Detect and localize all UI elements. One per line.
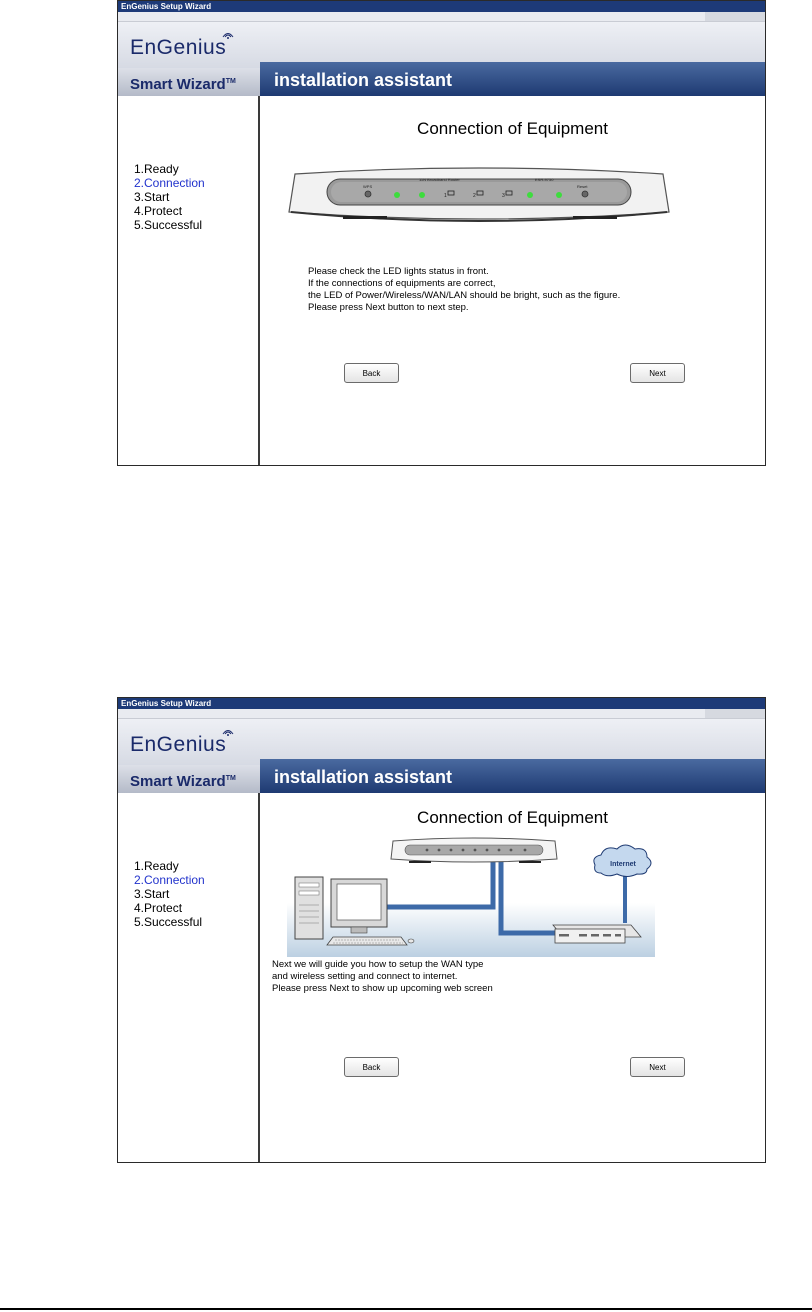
step-connection: 2.Connection [134,873,205,887]
router-wps-label: WPS [363,184,373,189]
instructions-text [272,959,493,995]
wizard-window-1 [117,0,766,466]
instruction-line: Please press Next to show up upcoming web screen [272,983,493,994]
back-button[interactable]: Back [344,1057,399,1077]
steps-list [134,859,205,929]
page-heading: Connection of Equipment [417,808,608,827]
wizard-content [260,96,765,465]
instruction-line: Please press Next button to next step. [308,302,469,313]
trademark: TM [225,78,236,85]
wizard-window-2 [117,697,766,1163]
wan-led-icon [556,192,562,198]
next-button[interactable]: Next [630,1057,685,1077]
wizard-header [118,22,765,96]
reset-button-icon [582,191,588,197]
wps-button-icon [365,191,371,197]
page-footer-rule [0,1308,812,1310]
window-toolbar-stripe [118,12,765,22]
router-front-panel-image [287,166,671,230]
next-button[interactable]: Next [630,363,685,383]
instruction-line: and wireless setting and connect to internet. [272,971,458,982]
engenius-logo: EnGenius [130,733,227,756]
step-start: 3.Start [134,887,170,901]
window-title: EnGenius Setup Wizard [118,698,765,709]
smart-wizard-label [118,68,260,96]
wireless-signal-icon [221,726,235,736]
instruction-line: the LED of Power/Wireless/WAN/LAN should be bright, such as the figure. [308,290,621,301]
step-successful: 5.Successful [134,915,203,929]
network-connection-diagram [287,833,655,957]
step-successful: 5.Successful [134,218,203,232]
product-name: Smart Wizard [130,76,226,93]
wireless-signal-icon [221,29,235,39]
lan-led-icon [527,192,533,198]
internet-cloud-label: Internet [610,861,636,868]
lan-port-2-label: 2 [473,193,476,199]
smart-wizard-label [118,765,260,793]
step-connection: 2.Connection [134,176,205,190]
window-title: EnGenius Setup Wizard [118,1,765,12]
installation-banner: installation assistant [260,759,765,793]
steps-list [134,162,205,232]
power-led-icon [394,192,400,198]
router-model-label: 11N Broadband Router [419,177,460,182]
steps-sidebar [118,96,260,465]
instruction-line: Please check the LED lights status in front. [308,266,489,277]
window-toolbar-stripe [118,709,765,719]
step-protect: 4.Protect [134,204,183,218]
steps-sidebar [118,793,260,1162]
internet-cloud-icon [594,845,651,877]
router-model: ESR-9750 [535,177,554,182]
lan-port-1-label: 1 [444,193,447,199]
wireless-led-icon [419,192,425,198]
engenius-logo: EnGenius [130,36,227,59]
wizard-header [118,719,765,793]
instruction-line: Next we will guide you how to setup the WAN type [272,959,484,970]
instruction-line: If the connections of equipments are correct, [308,278,496,289]
lan-port-3-label: 3 [502,193,505,199]
step-ready: 1.Ready [134,859,179,873]
router-reset-label: Reset [577,184,588,189]
step-ready: 1.Ready [134,162,179,176]
page-heading: Connection of Equipment [417,119,608,138]
trademark: TM [225,775,236,782]
step-protect: 4.Protect [134,901,183,915]
instructions-text [308,266,620,314]
product-name: Smart Wizard [130,773,226,790]
wizard-content [260,793,765,1162]
step-start: 3.Start [134,190,170,204]
router-icon [391,838,557,863]
installation-banner: installation assistant [260,62,765,96]
back-button[interactable]: Back [344,363,399,383]
